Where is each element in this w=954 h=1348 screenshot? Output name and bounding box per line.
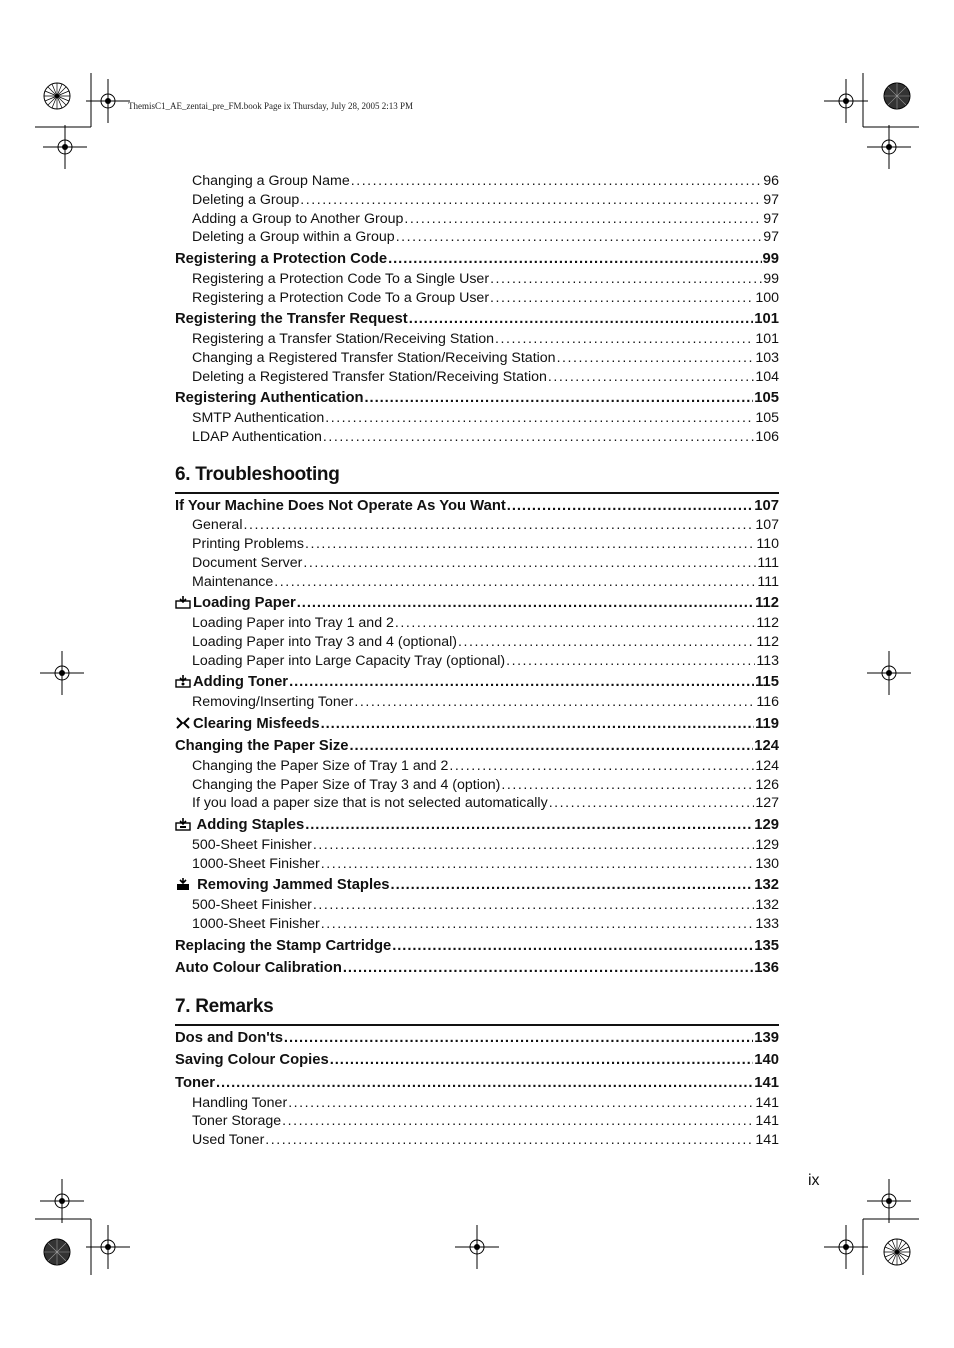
- toc-entry-text: Changing a Group Name: [192, 173, 350, 189]
- toc-entry-text: General: [192, 517, 243, 534]
- toc-section-troubleshooting: [175, 497, 779, 979]
- toc-section-top: [175, 172, 779, 447]
- leader-dots: [395, 614, 755, 633]
- toc-entry-label: [192, 794, 548, 813]
- leader-dots: [325, 409, 754, 428]
- toc-entry-page: 105: [755, 409, 779, 426]
- toc-entry-registering-a-protection-code-to-a-single-user[interactable]: [175, 270, 779, 289]
- leader-dots: [303, 554, 756, 573]
- leader-dots: [216, 1074, 753, 1094]
- leader-dots: [297, 594, 754, 614]
- toc-entry-text: Changing a Registered Transfer Station/Receiving Station: [192, 349, 556, 366]
- page-number: ix: [808, 1172, 820, 1189]
- toc-entry-registering-a-transfer-station-receiving-station[interactable]: [175, 330, 779, 349]
- add-toner-icon: [175, 674, 191, 688]
- toc-entry-page: 115: [755, 674, 779, 691]
- toc-entry-changing-the-paper-size-of-tray-1-and-2[interactable]: [175, 757, 779, 776]
- toc-entry-label: [175, 673, 288, 693]
- toc-entry-label: [192, 516, 242, 535]
- toc-entry-maintenance[interactable]: [175, 573, 779, 592]
- toc-entry-document-server[interactable]: [175, 554, 779, 573]
- toc-entry-text: Registering the Transfer Request: [175, 311, 408, 328]
- toc-entry-label: [175, 594, 296, 614]
- chapter-title-troubleshooting: 6. Troubleshooting: [175, 464, 779, 494]
- leader-dots: [388, 250, 761, 270]
- toc-entry-text: Adding Toner: [193, 674, 289, 691]
- toc-entry-text: Clearing Misfeeds: [193, 715, 320, 732]
- toc-entry-label: [192, 573, 273, 592]
- toc-entry-page: 106: [755, 428, 779, 445]
- toc-entry-loading-paper-into-tray-1-and-2[interactable]: [175, 614, 779, 633]
- leader-dots: [354, 693, 755, 712]
- misfeed-icon: [175, 716, 191, 730]
- leader-dots: [284, 1029, 753, 1049]
- toc-entry-text: Deleting a Registered Transfer Station/Receiving Station: [192, 368, 547, 385]
- toc-entry-page: 99: [763, 270, 779, 287]
- toc-entry-text: Replacing the Stamp Cartridge: [175, 937, 392, 954]
- toc-entry-label: [175, 250, 387, 270]
- toc-entry-dos-and-don-ts[interactable]: [175, 1029, 779, 1049]
- toc-entry-label: [175, 737, 348, 757]
- toc-entry-adding-a-group-to-another-group[interactable]: [175, 210, 779, 229]
- leader-dots: [458, 633, 755, 652]
- toc-entry-deleting-a-registered-transfer-station-receiving-station[interactable]: [175, 368, 779, 387]
- toc-entry-page: 132: [755, 897, 779, 914]
- leader-dots: [321, 715, 754, 735]
- leader-dots: [557, 349, 755, 368]
- toc-entry-if-you-load-a-paper-size-that-is-not-selected-automatically[interactable]: [175, 794, 779, 813]
- leader-dots: [305, 535, 755, 554]
- toc-entry-page: 107: [755, 517, 779, 534]
- leader-dots: [289, 673, 754, 693]
- toc-entry-printing-problems[interactable]: [175, 535, 779, 554]
- toc-entry-deleting-a-group[interactable]: [175, 191, 779, 210]
- toc-entry-used-toner[interactable]: [175, 1131, 779, 1150]
- toc-entry-page: 116: [756, 693, 779, 710]
- toc-entry-text: Saving Colour Copies: [175, 1052, 329, 1069]
- toc-entry-page: 100: [755, 289, 779, 306]
- toc-entry-text: Toner: [175, 1075, 216, 1092]
- print-header-note: ThemisC1_AE_zentai_pre_FM.book Page ix Thursday, July 28, 2005 2:13 PM: [128, 101, 413, 111]
- leader-dots: [305, 816, 753, 836]
- toc-entry-label: [192, 633, 457, 652]
- toc-entry-page: 104: [755, 368, 779, 385]
- toc-entry-text: Loading Paper into Tray 1 and 2: [192, 614, 394, 631]
- load-paper-icon: [175, 595, 191, 609]
- leader-dots: [313, 896, 754, 915]
- toc-entry-label: [192, 776, 500, 795]
- toc-entry-text: Deleting a Group within a Group: [192, 229, 395, 246]
- toc-entry-text: 500-Sheet Finisher: [192, 897, 312, 914]
- toc-entry-text: Auto Colour Calibration: [175, 960, 342, 977]
- leader-dots: [391, 876, 754, 896]
- toc-entry-adding-staples[interactable]: [175, 816, 779, 836]
- toc-entry-label: [175, 1074, 215, 1094]
- toc-entry-text: Removing Jammed Staples: [193, 877, 390, 894]
- toc-entry-text: Changing the Paper Size: [175, 738, 349, 755]
- toc-entry-label: [175, 497, 506, 517]
- toc-entry-text: LDAP Authentication: [192, 428, 322, 445]
- leader-dots: [313, 836, 754, 855]
- toc-entry-changing-the-paper-size[interactable]: [175, 737, 779, 757]
- toc-entry-registering-the-transfer-request[interactable]: [175, 310, 779, 330]
- leader-dots: [321, 855, 755, 874]
- toc-entry-text: Document Server: [192, 554, 303, 571]
- toc-entry-text: If you load a paper size that is not selected automatically: [192, 795, 548, 812]
- toc-entry-registering-a-protection-code-to-a-group-user[interactable]: [175, 289, 779, 308]
- toc-entry-label: [192, 409, 324, 428]
- toc-entry-label: [192, 330, 494, 349]
- toc-entry-page: 132: [754, 877, 779, 894]
- add-staples-icon: [175, 817, 191, 831]
- toc-entry-label: [175, 310, 408, 330]
- toc-entry-page: 112: [756, 633, 779, 650]
- toc-entry-general[interactable]: [175, 516, 779, 535]
- toc-entry-clearing-misfeeds[interactable]: [175, 715, 779, 735]
- toc-entry-removing-jammed-staples[interactable]: [175, 876, 779, 896]
- toc-entry-label: [192, 554, 302, 573]
- toc-entry-label: [192, 1131, 264, 1150]
- toc-entry-page: 141: [755, 1094, 779, 1111]
- toc-entry-page: 127: [755, 795, 779, 812]
- toc-entry-page: 111: [757, 554, 779, 571]
- toc-entry-registering-authentication[interactable]: [175, 389, 779, 409]
- toc-entry-label: [192, 896, 312, 915]
- jammed-staples-icon: [175, 877, 191, 891]
- toc-entry-page: 101: [755, 330, 779, 347]
- toc-entry-label: [192, 757, 448, 776]
- toc-entry-text: Registering a Protection Code To a Single User: [192, 270, 490, 287]
- toc-entry-saving-colour-copies[interactable]: [175, 1051, 779, 1071]
- toc-entry-page: 141: [755, 1132, 779, 1149]
- toc-entry-label: [192, 289, 489, 308]
- toc-entry-label: [175, 715, 320, 735]
- table-of-contents: [175, 172, 779, 1150]
- toc-entry-page: 140: [754, 1052, 779, 1069]
- toc-entry-text: Registering Authentication: [175, 390, 364, 407]
- toc-entry-text: Handling Toner: [192, 1094, 288, 1111]
- leader-dots: [396, 228, 763, 247]
- toc-entry-label: [175, 816, 304, 836]
- leader-dots: [243, 516, 754, 535]
- toc-entry-text: If Your Machine Does Not Operate As You Want: [175, 497, 506, 514]
- toc-entry-1000-sheet-finisher[interactable]: [175, 855, 779, 874]
- toc-entry-text: Maintenance: [192, 573, 274, 590]
- leader-dots: [490, 289, 754, 308]
- toc-entry-toner[interactable]: [175, 1074, 779, 1094]
- toc-entry-page: 129: [755, 836, 779, 853]
- toc-entry-label: [192, 855, 320, 874]
- toc-entry-1000-sheet-finisher[interactable]: [175, 915, 779, 934]
- leader-dots: [404, 210, 762, 229]
- toc-entry-text: Registering a Protection Code To a Group User: [192, 289, 490, 306]
- leader-dots: [548, 368, 754, 387]
- toc-entry-label: [192, 210, 403, 229]
- leader-dots: [549, 794, 755, 813]
- toc-entry-page: 124: [754, 738, 779, 755]
- toc-entry-changing-a-group-name[interactable]: [175, 172, 779, 191]
- toc-entry-page: 97: [763, 210, 779, 227]
- toc-entry-registering-a-protection-code[interactable]: [175, 250, 779, 270]
- toc-entry-text: Printing Problems: [192, 535, 304, 552]
- toc-entry-text: Dos and Don'ts: [175, 1029, 283, 1046]
- toc-entry-deleting-a-group-within-a-group[interactable]: [175, 228, 779, 247]
- toc-entry-label: [192, 228, 395, 247]
- toc-entry-page: 113: [756, 652, 779, 669]
- toc-entry-page: 101: [754, 311, 779, 328]
- toc-entry-text: Adding a Group to Another Group: [192, 210, 404, 227]
- toc-entry-text: SMTP Authentication: [192, 409, 325, 426]
- toc-entry-label: [192, 349, 556, 368]
- leader-dots: [351, 172, 762, 191]
- toc-entry-page: 107: [754, 497, 779, 514]
- toc-entry-label: [192, 535, 304, 554]
- toc-entry-label: [175, 959, 342, 979]
- toc-entry-page: 130: [755, 855, 779, 872]
- leader-dots: [507, 497, 754, 517]
- leader-dots: [449, 757, 754, 776]
- toc-entry-auto-colour-calibration[interactable]: [175, 959, 779, 979]
- toc-entry-page: 136: [754, 960, 779, 977]
- toc-entry-label: [192, 428, 322, 447]
- toc-entry-label: [175, 1029, 283, 1049]
- toc-entry-text: Removing/Inserting Toner: [192, 693, 354, 710]
- toc-entry-text: Registering a Transfer Station/Receiving Station: [192, 330, 495, 347]
- leader-dots: [392, 937, 753, 957]
- toc-entry-label: [192, 693, 353, 712]
- toc-entry-page: 133: [755, 915, 779, 932]
- toc-entry-label: [175, 1051, 329, 1071]
- toc-entry-label: [175, 937, 391, 957]
- chapter-title-remarks: 7. Remarks: [175, 996, 779, 1026]
- toc-entry-text: Registering a Protection Code: [175, 251, 388, 268]
- leader-dots: [288, 1094, 754, 1113]
- toc-entry-changing-the-paper-size-of-tray-3-and-4-option[interactable]: [175, 776, 779, 795]
- leader-dots: [274, 573, 756, 592]
- leader-dots: [506, 652, 755, 671]
- toc-entry-removing-inserting-toner[interactable]: [175, 693, 779, 712]
- toc-entry-page: 135: [754, 937, 779, 954]
- toc-entry-page: 119: [755, 715, 779, 732]
- toc-entry-handling-toner[interactable]: [175, 1094, 779, 1113]
- toc-entry-text: Loading Paper into Tray 3 and 4 (optional): [192, 633, 458, 650]
- toc-entry-page: 99: [762, 251, 779, 268]
- toc-entry-text: Changing the Paper Size of Tray 3 and 4 (option): [192, 776, 501, 793]
- leader-dots: [282, 1112, 754, 1131]
- toc-entry-label: [175, 389, 364, 409]
- toc-entry-page: 96: [763, 173, 779, 189]
- toc-entry-loading-paper[interactable]: [175, 594, 779, 614]
- leader-dots: [501, 776, 754, 795]
- leader-dots: [343, 959, 753, 979]
- toc-entry-500-sheet-finisher[interactable]: [175, 836, 779, 855]
- toc-entry-page: 141: [755, 1113, 779, 1130]
- toc-entry-page: 126: [755, 776, 779, 793]
- toc-entry-label: [175, 876, 390, 896]
- toc-entry-page: 141: [754, 1075, 779, 1092]
- toc-entry-label: [192, 1094, 287, 1113]
- toc-entry-text: Deleting a Group: [192, 191, 300, 208]
- toc-entry-adding-toner[interactable]: [175, 673, 779, 693]
- leader-dots: [490, 270, 762, 289]
- toc-entry-label: [192, 270, 489, 289]
- toc-entry-page: 139: [754, 1029, 779, 1046]
- toc-entry-page: 112: [755, 595, 779, 612]
- toc-entry-page: 124: [755, 757, 779, 774]
- leader-dots: [300, 191, 762, 210]
- toc-entry-label: [192, 172, 350, 191]
- toc-entry-ldap-authentication[interactable]: [175, 428, 779, 447]
- toc-entry-text: Changing the Paper Size of Tray 1 and 2: [192, 757, 449, 774]
- toc-entry-label: [192, 368, 547, 387]
- toc-entry-label: [192, 836, 312, 855]
- toc-entry-toner-storage[interactable]: [175, 1112, 779, 1131]
- toc-entry-page: 105: [754, 390, 779, 407]
- toc-entry-page: 129: [754, 817, 779, 834]
- leader-dots: [265, 1131, 754, 1150]
- toc-entry-text: 1000-Sheet Finisher: [192, 915, 320, 932]
- toc-entry-changing-a-registered-transfer-station-receiving-station[interactable]: [175, 349, 779, 368]
- toc-entry-page: 103: [755, 349, 779, 366]
- toc-entry-smtp-authentication[interactable]: [175, 409, 779, 428]
- toc-entry-label: [192, 915, 320, 934]
- toc-entry-text: Used Toner: [192, 1132, 265, 1149]
- toc-entry-replacing-the-stamp-cartridge[interactable]: [175, 937, 779, 957]
- toc-entry-page: 112: [756, 614, 779, 631]
- leader-dots: [323, 428, 754, 447]
- toc-entry-page: 111: [757, 573, 779, 590]
- toc-entry-text: Adding Staples: [193, 817, 305, 834]
- toc-entry-label: [192, 614, 394, 633]
- toc-entry-label: [192, 652, 505, 671]
- leader-dots: [349, 737, 753, 757]
- toc-entry-page: 110: [756, 535, 779, 552]
- toc-entry-text: 500-Sheet Finisher: [192, 836, 312, 853]
- toc-entry-text: 1000-Sheet Finisher: [192, 855, 320, 872]
- toc-section-remarks: [175, 1029, 779, 1150]
- toc-entry-loading-paper-into-tray-3-and-4-optional[interactable]: [175, 633, 779, 652]
- leader-dots: [495, 330, 754, 349]
- toc-entry-page: 97: [763, 229, 779, 246]
- toc-entry-label: [192, 1112, 281, 1131]
- leader-dots: [409, 310, 754, 330]
- toc-entry-text: Loading Paper: [193, 595, 296, 612]
- toc-entry-page: 97: [763, 191, 779, 208]
- toc-entry-text: Toner Storage: [192, 1113, 282, 1130]
- registration-disc: [44, 83, 70, 109]
- toc-entry-500-sheet-finisher[interactable]: [175, 896, 779, 915]
- leader-dots: [365, 389, 754, 409]
- toc-entry-label: [192, 191, 299, 210]
- toc-entry-text: Loading Paper into Large Capacity Tray (optional): [192, 652, 506, 669]
- toc-entry-if-your-machine-does-not-operate-as-you-want[interactable]: [175, 497, 779, 517]
- toc-entry-loading-paper-into-large-capacity-tray-optional[interactable]: [175, 652, 779, 671]
- leader-dots: [321, 915, 755, 934]
- leader-dots: [330, 1051, 754, 1071]
